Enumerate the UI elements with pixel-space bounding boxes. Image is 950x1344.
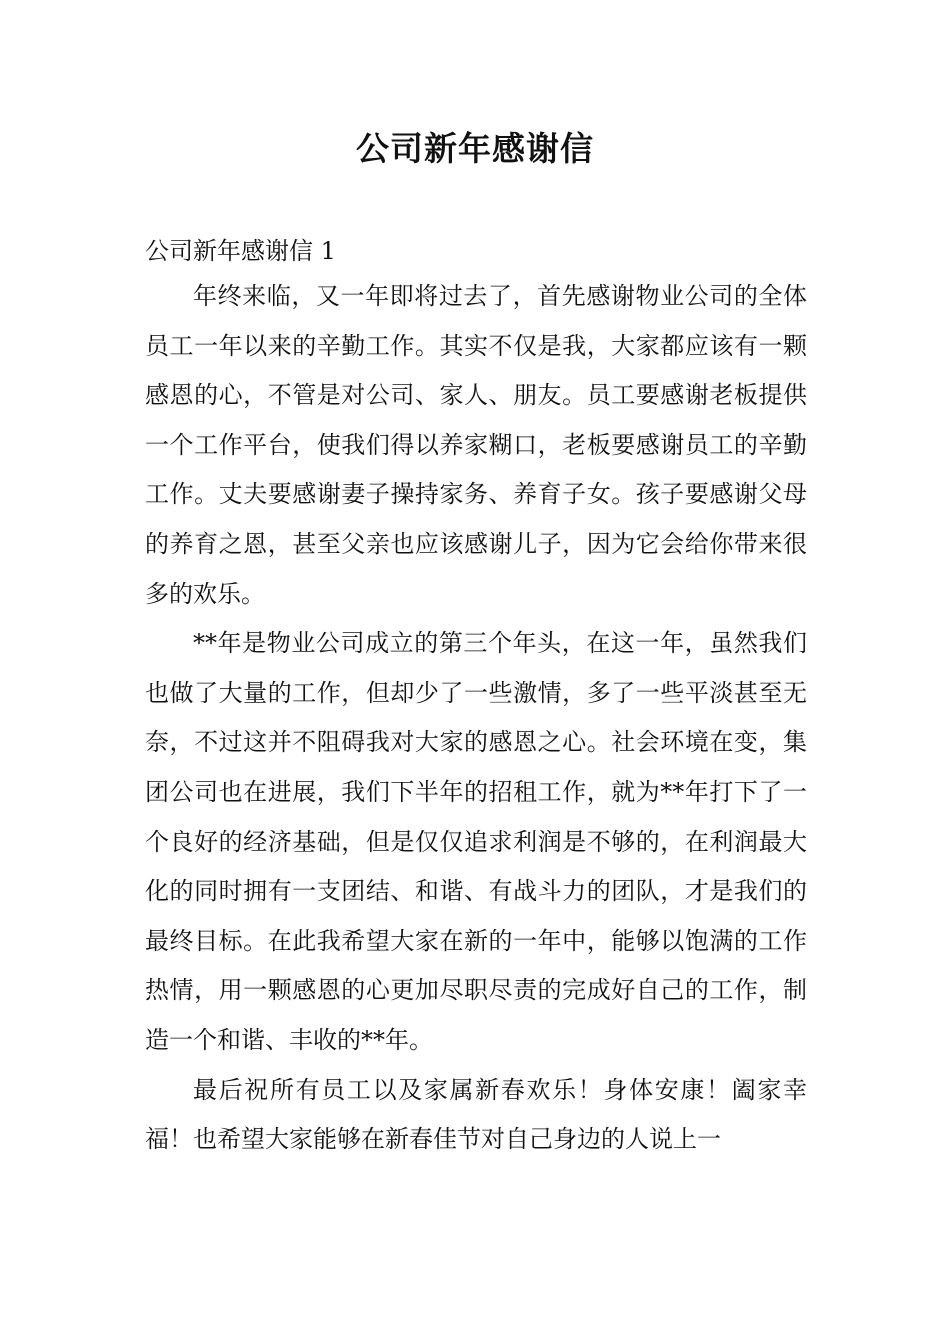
- section-heading: 公司新年感谢信 1: [145, 237, 336, 265]
- paragraph-3: 最后祝所有员工以及家属新春欢乐！身体安康！阖家幸福！也希望大家能够在新春佳节对自己身边的人说上一: [145, 1075, 807, 1154]
- paragraph-1: 年终来临，又一年即将过去了，首先感谢物业公司的全体员工一年以来的辛勤工作。其实不仅是我，大家都应该有一颗感恩的心，不管是对公司、家人、朋友。员工要感谢老板提供一个工作平台，使我们得以养家糊口，老板要感谢员工的辛勤工作。丈夫要感谢妻子操持家务、养育子女。孩子要感谢父母的养育之恩，甚至父亲也应该感谢儿子，因为它会给你带来很多的欢乐。: [145, 282, 807, 608]
- document-body: [145, 272, 807, 1165]
- paragraph-2: **年是物业公司成立的第三个年头，在这一年，虽然我们也做了大量的工作，但却少了一些激情，多了一些平淡甚至无奈，不过这并不阻碍我对大家的感恩之心。社会环境在变，集团公司也在进展，我们下半年的招租工作，就为**年打下了一个良好的经济基础，但是仅仅追求利润是不够的，在利润最大化的同时拥有一支团结、和谐、有战斗力的团队，才是我们的最终目标。在此我希望大家在新的一年中，能够以饱满的工作热情，用一颗感恩的心更加尽职尽责的完成好自己的工作，制造一个和谐、丰收的**年。: [145, 629, 807, 1054]
- document-title: 公司新年感谢信: [356, 129, 594, 168]
